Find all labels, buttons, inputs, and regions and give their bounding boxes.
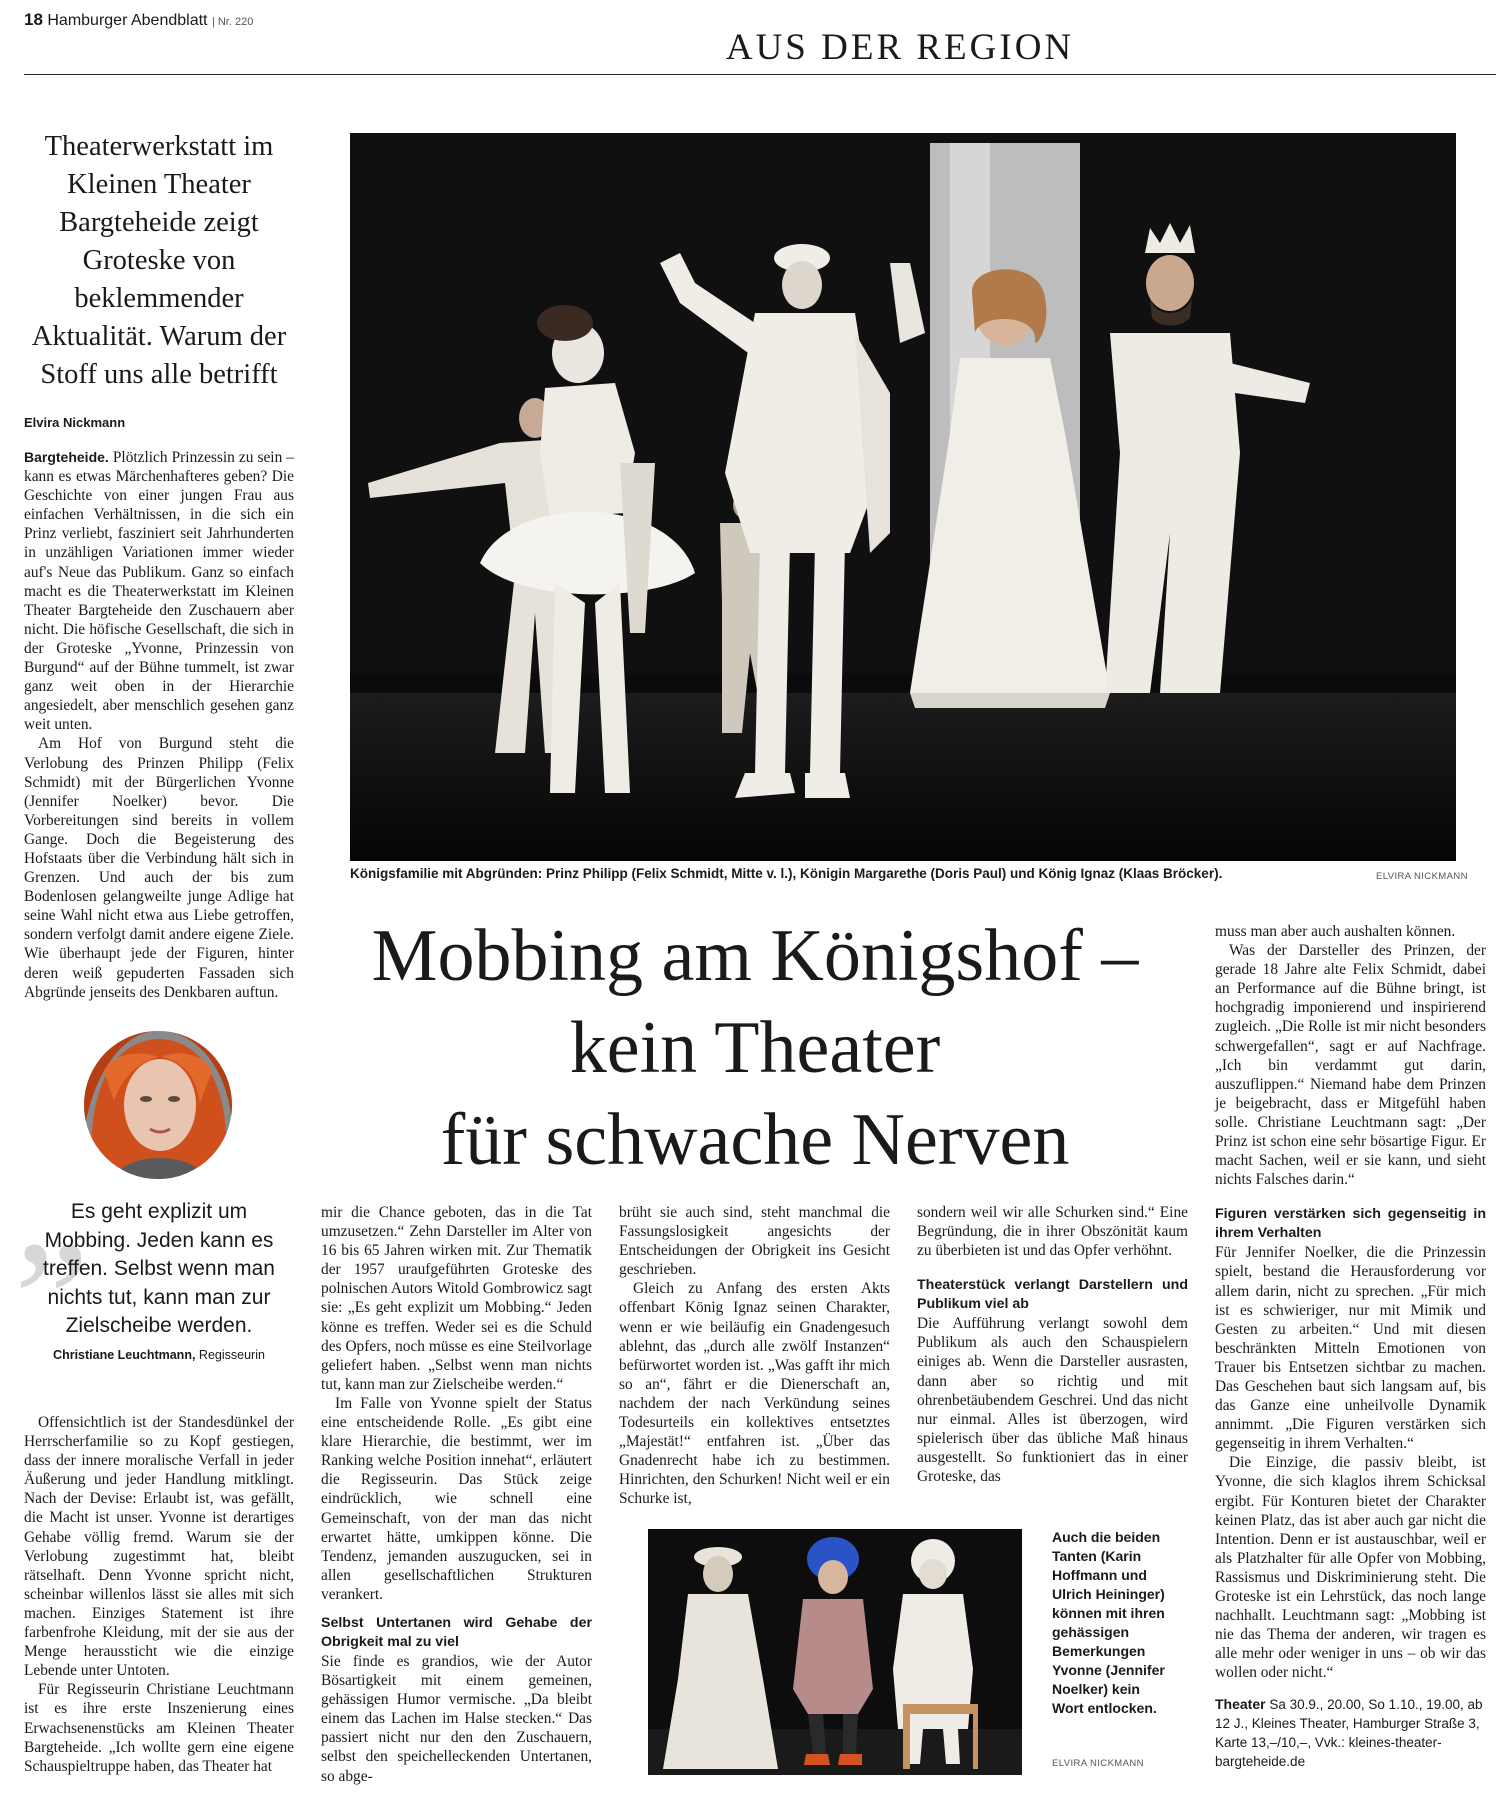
header-rule bbox=[24, 74, 1496, 75]
page-number: 18 bbox=[24, 10, 43, 29]
main-photo-caption: Königsfamilie mit Abgründen: Prinz Philipp (Felix Schmidt, Mitte v. l.), Königin Margarethe (Doris Paul) und König Ignaz (Klaas Bröcker). bbox=[350, 866, 1223, 881]
headline-line-1: Mobbing am Königshof – bbox=[371, 915, 1139, 997]
paragraph: Am Hof von Burgund steht die Verlobung des Prinzen Philipp (Felix Schmidt) mit der Bürgerlichen Yvonne (Jennifer Noelker) bevor. Die Vorbereitungen sind bereits in vollem Gange. Doch die Begeisterung des Hofstaats über die Verbindung hält sich in Grenzen. Und auch der bis zum Bodenlosen gelangweilte junge Adlige hat seine Wahl nicht etwa aus Liebe getroffen, sondern verfolgt damit andere eigene Ziele. Wie überhaupt jede der Figuren, hinter deren weiß gepuderten Fassaden sich Abgründe jenseits des Denkbaren auftun. bbox=[24, 735, 294, 1001]
text-column-3 bbox=[619, 1203, 890, 1509]
dateline: Bargteheide. bbox=[24, 449, 109, 465]
paper-name: Hamburger Abendblatt bbox=[47, 12, 208, 29]
paragraph: Offensichtlich ist der Standesdünkel der Herrscherfamilie so zu Kopf gestiegen, dass der innere moralische Verfall in jeder Äußerung und jeder Handlung mitklingt. Nach der Devise: Erlaubt ist, was gefällt, die Macht ist unser. Yvonne ist derartiges Gehabe völlig fremd. Warum sie der Verlobung zugestimmt hat, bleibt rätselhaft. Denn Yvonne spricht nicht, scheinbar willenlos lässt sie alles mit sich machen. Einziges Statement ist ihre farbenfrohe Kleidung, mit der sie aus der Menge heraussticht wie die einzige Lebende unter Untoten. bbox=[24, 1414, 294, 1680]
paragraph: Sie finde es grandios, wie der Autor Bösartigkeit mit einem gemeinen, gehässigen Humor vermische. „Da bleibt einem das Lachen im Halse stecken.“ Das passiert nicht nur den den Zuschauern, selbst den speichelleckenden Untertanen, so abge- bbox=[321, 1652, 592, 1785]
secondary-photo-caption: Auch die beiden Tanten (Karin Hoffmann und Ulrich Heininger) können mit ihren gehässigen Bemerkungen Yvonne (Jennifer Noelker) kein Wort entlocken. bbox=[1052, 1529, 1165, 1716]
subheading: Selbst Untertanen wird Gehabe der Obrigkeit mal zu viel bbox=[321, 1614, 592, 1650]
secondary-photo bbox=[648, 1529, 1022, 1775]
main-photo-credit: ELVIRA NICKMANN bbox=[1376, 871, 1468, 882]
paragraph: mir die Chance geboten, das in die Tat umzusetzen.“ Zehn Darsteller im Alter von 16 bis 65 Jahren wirken mit. Zur Thematik der 1957 uraufgeführten Groteske des polnischen Autors Witold Gombrowicz sagt sie: „Es geht explizit um Mobbing.“ Jeden könne es treffen. Weder sei es die Schuld des Opfers, noch müsse es eine Steilvorlage geliefert haben. „Selbst wenn man nichts tut, kann man zur Zielscheibe werden.“ bbox=[321, 1204, 592, 1393]
text-column-5 bbox=[1215, 922, 1486, 1682]
article-deck: Theaterwerkstatt im Kleinen Theater Bargteheide zeigt Groteske von beklemmender Aktualität. Warum der Stoff uns alle betrifft bbox=[31, 131, 287, 390]
event-info-label: Theater bbox=[1215, 1696, 1266, 1712]
quote-source bbox=[24, 1348, 294, 1362]
text-column-1-continued bbox=[24, 1413, 294, 1776]
paragraph: Die Einzige, die passiv bleibt, ist Yvonne, die sich klaglos ihrem Schicksal ergibt. Für Konturen bietet der Charakter keinen Platz, das ist aber auch gar nicht die Intention. Denn er ist austauschbar, weil er als Platzhalter für alle Opfer von Mobbing, Rassismus und Diskriminierung steht. Die Groteske ist ein Lehrstück, das noch lange nachhallt. Leuchtmann sagt: „Mobbing ist nie das Thema der anderen, wir tragen es alle mehr oder weniger in uns – ob wir das wollen oder nicht.“ bbox=[1215, 1454, 1486, 1682]
headline bbox=[340, 910, 1170, 1186]
page-header bbox=[24, 10, 253, 30]
paragraph: Gleich zu Anfang des ersten Akts offenbart König Ignaz seinen Charakter, wenn er wie beiläufig ein Gnadengesuch ablehnt, das „durch alle zwölf Instanzen“ befürwortet worden ist. „Was gafft ihr mich so an“, fährt er die Dienerschaft an, nachdem der nach Verkündung seines Todesurteils ein kollektives entsetztes „Majestät!“ entfahren ist. „Über das Gnadenrecht habe ich zu bestimmen. Hinrichten, den Schurken! Nicht weil er ein Schurke ist, bbox=[619, 1280, 890, 1508]
event-info-text: Sa 30.9., 20.00, So 1.10., 19.00, ab 12 J., Kleines Theater, Hamburger Straße 3, Karte 13,–/10,–, Vvk.: kleines-theater-bargteheide.de bbox=[1215, 1697, 1483, 1769]
section-title: AUS DER REGION bbox=[725, 27, 1075, 68]
quote-role: Regisseurin bbox=[198, 1348, 265, 1362]
headline-line-2: kein Theater bbox=[569, 1007, 941, 1089]
text-column-2 bbox=[321, 1203, 592, 1786]
text-column-1 bbox=[24, 448, 294, 1002]
headline-line-3: für schwache Nerven bbox=[440, 1099, 1070, 1181]
quote-name: Christiane Leuchtmann, bbox=[53, 1348, 196, 1362]
paragraph: muss man aber auch aushalten können. bbox=[1215, 923, 1456, 940]
text-column-4 bbox=[917, 1203, 1188, 1486]
portrait-photo bbox=[84, 1031, 232, 1179]
paragraph: sondern weil wir alle Schurken sind.“ Eine Begründung, die in ihrer Obszönität kaum zu überbieten ist und das Opfer verhöhnt. bbox=[917, 1204, 1188, 1260]
paragraph: Für Jennifer Noelker, die die Prinzessin spielt, bestand die Herausforderung vor allem darin, nicht zu sprechen. „Für mich ist es schwieriger, nur mit Mimik und Gesten zu arbeiten.“ Und mit diesen beschränkten Mitteln Emotionen von Trauer bis Entsetzen sichtbar zu machen. Das Geschehen baut sich langsam auf, bis das Ganze eine unheilvolle Dynamik annimmt. „Die Figuren verstärken sich gegenseitig in ihrem Verhalten.“ bbox=[1215, 1244, 1486, 1453]
quote-mark-icon: „ bbox=[14, 1111, 90, 1299]
secondary-photo-credit: ELVIRA NICKMANN bbox=[1052, 1758, 1144, 1769]
pull-quote: Es geht explizit um Mobbing. Jeden kann es treffen. Selbst wenn man nichts tut, kann man zur Zielscheibe werden. bbox=[43, 1200, 275, 1337]
issue-number: | Nr. 220 bbox=[211, 16, 254, 28]
paragraph: Was der Darsteller des Prinzen, der gerade 18 Jahre alte Felix Schmidt, dabei an Performance auf die Bühne bringt, ist hochgradig imponierend und inspirierend zugleich. „Die Rolle ist mir nicht besonders schwergefallen“, sagt er auf Nachfrage. „Ich bin verdammt gut darin, auszuflippen.“ Niemand habe dem Prinzen je beigebracht, dass er Mitgefühl haben solle. Christiane Leuchtmann sagt: „Der Prinz ist schon eine sehr bösartige Figur. Er macht Sachen, weil er sie kann, und sieht nichts Falsches darin.“ bbox=[1215, 942, 1486, 1189]
subheading: Figuren verstärken sich gegenseitig in ihrem Verhalten bbox=[1215, 1206, 1486, 1242]
paragraph: Im Falle von Yvonne spielt der Status eine entscheidende Rolle. „Es gibt eine klare Hierarchie, die bestimmt, wer im Ranking welche Position innehat“, erläutert die Regisseurin. Das Stück zeige eindrücklich, wie schnell eine Gemeinschaft, von der man das nicht erwartet hätte, umkippen könne. Die Tendenz, jemanden auszugucken, sei in allen gesellschaftlichen Strukturen verankert. bbox=[321, 1394, 592, 1603]
paragraph: Die Aufführung verlangt sowohl dem Publikum als auch den Schauspielern einiges ab. Wenn die Darsteller ausrasten, dann aber so richtig und mit ohrenbetäubendem Geschrei. Und das nicht nur einmal. Alles ist überzogen, wird spielerisch über das übliche Maß hinaus ausgestellt. So funktioniert das in einer Groteske, das bbox=[917, 1315, 1188, 1486]
paragraph: Für Regisseurin Christiane Leuchtmann ist es ihre erste Inszenierung eines Erwachsenenstücks am Kleinen Theater Bargteheide. „Ich wollte gern eine eigene Schauspieltruppe haben, das Theater hat bbox=[24, 1681, 294, 1775]
paragraph: brüht sie auch sind, steht manchmal die Fassungslosigkeit angesichts der Entscheidungen der Obrigkeit ins Gesicht geschrieben. bbox=[619, 1204, 890, 1279]
author-byline: Elvira Nickmann bbox=[24, 415, 126, 430]
subheading: Theaterstück verlangt Darstellern und Publikum viel ab bbox=[917, 1277, 1188, 1313]
main-photo bbox=[350, 133, 1456, 861]
event-info bbox=[1215, 1695, 1486, 1771]
paragraph: Bargteheide. Plötzlich Prinzessin zu sein – kann es etwas Märchenhafteres geben? Die Geschichte von einer jungen Frau aus einfachen Verhältnissen, in die sich ein Prinz verliebt, fasziniert seit Jahrhunderten in unzähligen Variationen immer wieder auf's Neue das Publikum. Ganz so einfach macht es die Theaterwerkstatt im Kleinen Theater Bargteheide den Zuschauern aber nicht. Die höfische Gesellschaft, die sich in der Groteske „Yvonne, Prinzessin von Burgund“ auf der Bühne tummelt, ist zwar ganz weit oben in der Hierarchie angesiedelt, aber menschlich gesehen ganz weit unten. bbox=[24, 449, 294, 734]
